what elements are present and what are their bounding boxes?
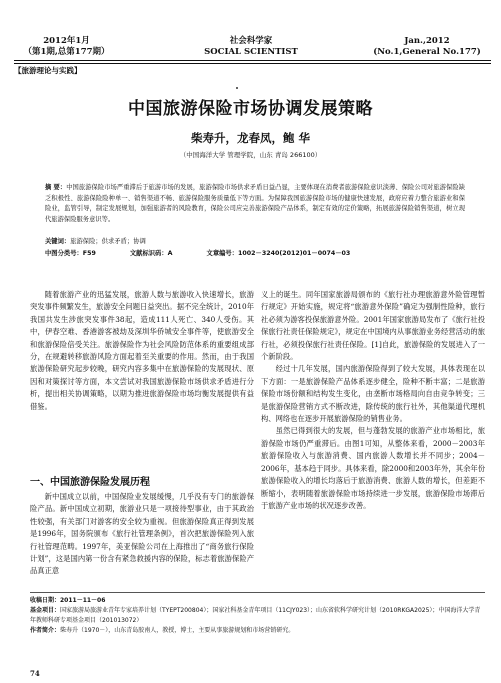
abstract-label: 摘 要：	[45, 184, 67, 191]
intro-body	[30, 289, 254, 413]
body-paragraph: 随着旅游产业的迅猛发展，旅游人数与旅游收入快速增长，旅游突发事件频繁发生，旅游安全问题日益突出。据不完全统计，2010年我国共发生涉旅突发事件38起，造成111人死亡、340人受伤。其中，伊春空难、香港游客被劫及深圳华侨城安全事件等，使旅游安全和旅游保险倍受关注。旅游保险作为社会风险防范体系的重要组成部分，在规避转移旅游风险方面起着至关重要的作用。然而，由于我国旅游保险研究起步较晚，研究内容多集中在旅游保险的发展现状、原因和对策探讨等方面，本文尝试对我国旅游保险市场供求矛盾进行分析，提出相关协调策略，以期为推进旅游保险市场均衡发展提供有益借鉴。	[30, 290, 254, 411]
decorative-dot	[236, 87, 238, 89]
fund-label: 基金项目：	[30, 607, 61, 614]
article-title: 中国旅游保险市场协调发展策略	[128, 99, 373, 119]
clc-number: 中图分类号：F59	[45, 250, 96, 257]
author-bio-label: 作者简介：	[30, 627, 61, 634]
journal-name-en: SOCIAL SCIENTIST	[204, 47, 298, 57]
classification-line	[45, 249, 465, 260]
body-paragraph: 虽然已得到很大的发展，但与蓬勃发展的旅游产业市场相比，旅游保险市场仍严重滞后。由图1可知，从整体来看，2000－2003年旅游保险收入与旅游消费、国内旅游人数增长并不同步；2004－2006年，基本趋于同步。具体来看，除2000和2003年外，其余年份旅游保险收入的增长均落后于旅游消费、旅游人数的增长，但差距不断缩小，表明随着旅游保险市场持续进一步发展，旅游保险市场滞后于旅游产业市场的状况逐步改善。	[261, 426, 485, 510]
keywords-text: 旅游保险；供求矛盾；协调	[70, 238, 146, 245]
fund-text: 国家旅游局旅游业青年专家培养计划（TYEPT200804）；国家社科基金青年项目（11CJY023）；山东省软科学研究计划（2010RKGA2025）；中国海洋大学青年教师科研专项基金项目（201013072）	[30, 607, 481, 624]
page-number: 74	[30, 669, 40, 678]
journal-name-cn: 社会科学家	[229, 36, 273, 46]
keywords-label: 关键词：	[45, 238, 71, 245]
footnote-divider	[30, 592, 485, 593]
journal-issue-date	[14, 36, 119, 58]
header-divider-thick	[14, 63, 491, 64]
section-body-left	[30, 491, 254, 578]
header-divider	[14, 60, 491, 61]
fund-note	[30, 606, 485, 626]
section-heading: 一、中国旅游保险发展历程	[30, 477, 150, 488]
issue-number-en: (No.1,General No.177)	[373, 47, 481, 57]
issue-date: 2012年1月	[43, 36, 90, 46]
document-code: 文献标识码：A	[129, 250, 173, 257]
keywords	[45, 237, 465, 248]
journal-name	[196, 36, 306, 58]
article-number: 文章编号：1002－3240(2012)01－0074－03	[206, 250, 351, 257]
journal-issue-en	[362, 36, 492, 58]
received-date: 收稿日期：2011－11－06	[30, 597, 106, 604]
body-paragraph: 经过十几年发展，国内旅游保险得到了较大发展，具体表现在以下方面：一是旅游保险产品体系逐步健全，险种不断丰富；二是旅游保险市场份额和结构发生变化，由垄断市场格局向自由竞争转变；三是旅游保险营销方式不断改进，除传统的旅行社外，其他渠道代理机构、网络也在逐步开展旅游保险的销售业务。	[261, 364, 485, 424]
footnotes	[30, 596, 485, 636]
abstract	[45, 183, 465, 225]
issue-number: （第1期,总第177期）	[23, 47, 110, 57]
section-tag: 【旅游理论与实践】	[14, 66, 82, 75]
author-list: 柴寿升，龙春凤，鲍 华	[190, 131, 310, 145]
author-bio	[30, 626, 485, 636]
body-paragraph: 义上的诞生。同年国家旅游局颁布的《旅行社办理旅游意外险管理暂行规定》开始实施，规定将“旅游意外保险”确定为强制性险种，旅行社必须为游客投保旅游意外险。2001年国家旅游局发布了《旅行社投保旅行社责任保险规定》，规定在中国境内从事旅游业务经营活动的旅行社，必须投保旅行社责任保险。[1]自此，旅游保险的发展进入了一个新阶段。	[261, 290, 485, 362]
body-paragraph: 新中国成立以前，中国保险业发展缓慢，几乎没有专门的旅游保险产品。新中国成立初期，旅游业只是一项接待型事业，由于其政治性较强，有关部门对游客的安全较为重视。但旅游保险真正得到发展是1996年，国务院颁布《旅行社管理条例》，首次把旅游保险列入旅行社管理范畴。1997年，美亚保险公司在上海推出了“商务旅行保险计划”，这是国内第一份含有紧急救援内容的保险，标志着旅游保险产品真正意	[30, 492, 254, 576]
section-body-right	[261, 289, 485, 512]
affiliation: （中国海洋大学 管理学院，山东 青岛 266100）	[179, 151, 322, 159]
abstract-text: 中国旅游保险市场严重滞后于旅游市场的发展，旅游保险市场供求矛盾日益凸显，主要体现在消费者旅游保险意识淡薄、保险公司对旅游保险缺乏积极性、旅游保险险种单一、销售渠道不畅、旅游保险服务质量低下等方面。为保障我国旅游保险市场的健康快速发展，政府应着力整合旅游业和保险业，监管引导，制定发展规划，加强旅游者的风险教育，保险公司应完善旅游保险产品体系，制定有效的定价策略，拓展旅游保险销售渠道，树立现代旅游保险服务意识等。	[45, 184, 465, 223]
issue-date-en: Jan.,2012	[404, 36, 450, 46]
author-bio-text: 柴寿升（1970－），山东青岛胶南人，教授，博士，主要从事旅游规划和市场营销研究。	[60, 627, 295, 634]
